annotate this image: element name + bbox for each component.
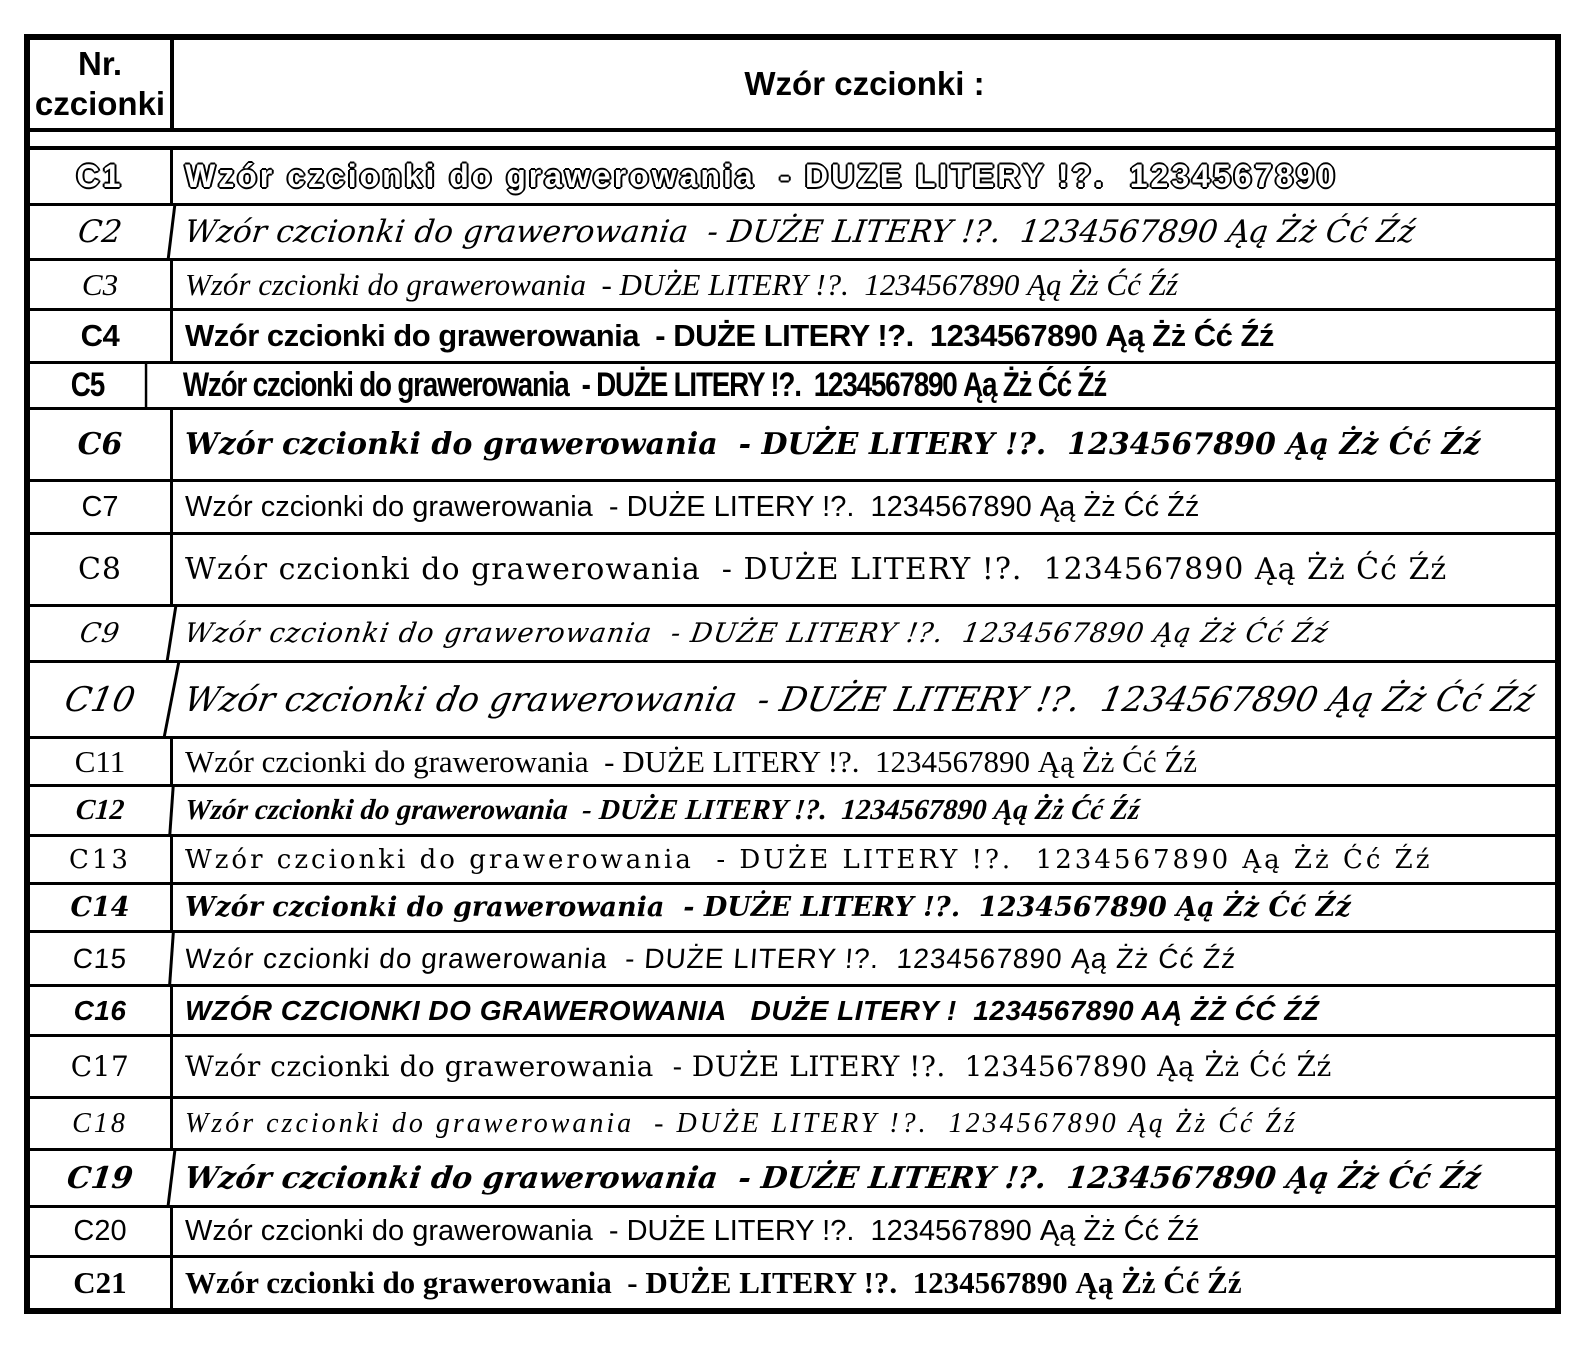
font-number-cell: C15: [28, 933, 175, 984]
table-row: [30, 261, 1555, 311]
table-row: [30, 885, 1555, 933]
font-sample-cell: Wzór czcionki do grawerowania - DUŻE LITERY !?. 1234567890 Ąą Żż Ćć Źź: [185, 1107, 1298, 1139]
font-sample-cell: Wzór czcionki do grawerowania - DUŻE LITERY !?. 1234567890 Ąą Żż Ćć Źź: [181, 679, 1538, 720]
font-sample-cell: Wzór czcionki do grawerowania - DUŻE LITERY !?. 1234567890 Ąą Żż Ćć Źź: [185, 844, 1433, 875]
table-row: [30, 607, 1555, 663]
font-sample-cell: Wzór czcionki do grawerowania - DUŻE LITERY !?. 1234567890 Ąą Żż Ćć Źź: [185, 1265, 1242, 1300]
header-col-number: [30, 40, 174, 128]
table-row: [30, 1099, 1555, 1151]
font-number-cell: C8: [30, 535, 173, 604]
table-row: [30, 311, 1555, 364]
table-row: [30, 1151, 1555, 1208]
font-number-cell: C4: [30, 311, 173, 361]
font-sample-cell: Wzór czcionki do grawerowania - DUŻE LITERY !?. 1234567890 Ąą Żż Ćć Źź: [182, 366, 1106, 404]
table-row: [30, 1208, 1555, 1258]
font-sample-cell: Wzór czcionki do grawerowania - DUŻE LITERY !?. 1234567890 Ąą Żż Ćć Źź: [185, 743, 1198, 779]
table-row: [30, 535, 1555, 607]
font-number-cell: C1: [30, 150, 173, 203]
font-sample-table: [24, 34, 1561, 1314]
table-row: [30, 364, 1555, 410]
table-header: [30, 40, 1555, 132]
font-number-cell: C5: [30, 364, 147, 407]
table-row: [30, 206, 1555, 261]
font-number-cell: C12: [28, 787, 174, 834]
font-number-cell: C17: [30, 1037, 173, 1096]
table-row: [30, 1037, 1555, 1099]
font-sample-cell: Wzór czcionki do grawerowania - DUŻE LITERY !?. 1234567890 Ąą Żż Ćć Źź: [185, 1215, 1200, 1247]
font-number-cell: C6: [30, 410, 173, 479]
table-row: [30, 663, 1555, 739]
font-number-cell: C11: [30, 739, 173, 784]
header-number-line1: Nr.: [77, 45, 123, 82]
font-number-cell: C21: [30, 1258, 173, 1308]
font-sample-cell: Wzór czcionki do grawerowania - DUŻE LITERY !?. 1234567890 Ąą Żż Ćć Źź: [182, 618, 1331, 649]
font-sample-cell: Wzór czcionki do grawerowania - DUŻE LITERY !?. 1234567890 Ąą Żż Ćć Źź: [185, 266, 1178, 302]
font-sample-cell: Wzór czcionki do grawerowania - DUŻE LITERY !?. 1234567890 Ąą Żż Ćć Źź: [182, 1160, 1483, 1196]
font-sample-cell: Wzór czcionki do grawerowania - DUŻE LITERY !?. 1234567890 Ąą Żż Ćć Źź: [185, 490, 1200, 523]
font-sample-cell: Wzór czcionki do grawerowania - DUŻE LITERY !?. 1234567890 Ąą Żż Ćć Źź: [182, 214, 1418, 250]
spacer-row: [30, 132, 1555, 150]
font-number-cell: C14: [30, 885, 173, 930]
table-row: [30, 1258, 1555, 1308]
table-row: [30, 482, 1555, 535]
font-number-cell: C16: [30, 987, 173, 1034]
font-number-cell: C2: [27, 206, 176, 258]
font-number-cell: C9: [26, 607, 177, 660]
table-row: [30, 150, 1555, 206]
table-row: [30, 739, 1555, 787]
font-sample-cell: Wzór czcionki do grawerowania - DUŻE LITERY !?. 1234567890 Ąą Żż Ćć Źź: [183, 942, 1238, 974]
font-number-cell: C13: [30, 837, 173, 882]
font-number-cell: C10: [23, 663, 180, 736]
table-row: [30, 933, 1555, 987]
font-sample-cell: Wzór czcionki do grawerowania - DUŻE LITERY !?. 1234567890 Ąą Żż Ćć Źź: [183, 794, 1141, 826]
font-sample-cell: Wzór czcionki do grawerowania - DUŻE LITERY !?. 1234567890 Ąą Żż Ćć Źź: [185, 318, 1274, 353]
font-number-cell: C3: [30, 261, 173, 308]
font-sample-cell: Wzór czcionki do grawerowania - DUŻE LITERY !?. 1234567890 Ąą Żż Ćć Źź: [185, 427, 1481, 462]
table-row: [30, 787, 1555, 837]
table-row: [30, 987, 1555, 1037]
font-sample-cell: Wzór czcionki do grawerowania - DUŻE LITERY !?. 1234567890 Ąą Żż Ćć Źź: [185, 552, 1448, 587]
table-row: [30, 837, 1555, 885]
font-sample-cell: Wzór czcionki do grawerowania - DUŻE LITERY !?. 1234567890 Ąą Żż Ćć Źź: [185, 1050, 1332, 1083]
font-sample-cell: Wzór czcionki do grawerowania - DUŻE LITERY !?. 1234567890 Ąą Żż Ćć Źź: [185, 892, 1351, 923]
font-number-cell: C7: [30, 482, 173, 532]
header-col-sample: Wzór czcionki :: [744, 65, 985, 102]
header-number-line2: czcionki: [34, 85, 166, 122]
font-sample-cell: Wzór czcionki do grawerowania - DUZE LITERY !?. 1234567890: [185, 158, 1338, 194]
font-number-cell: C18: [30, 1099, 173, 1148]
table-row: [30, 410, 1555, 482]
font-sample-cell: WZÓR CZCIONKI DO GRAWEROWANIA DUŻE LITERY ! 1234567890 AĄ ŻŻ ĆĆ ŹŹ: [185, 994, 1320, 1026]
font-number-cell: C20: [30, 1208, 173, 1255]
font-number-cell: C19: [27, 1151, 177, 1205]
